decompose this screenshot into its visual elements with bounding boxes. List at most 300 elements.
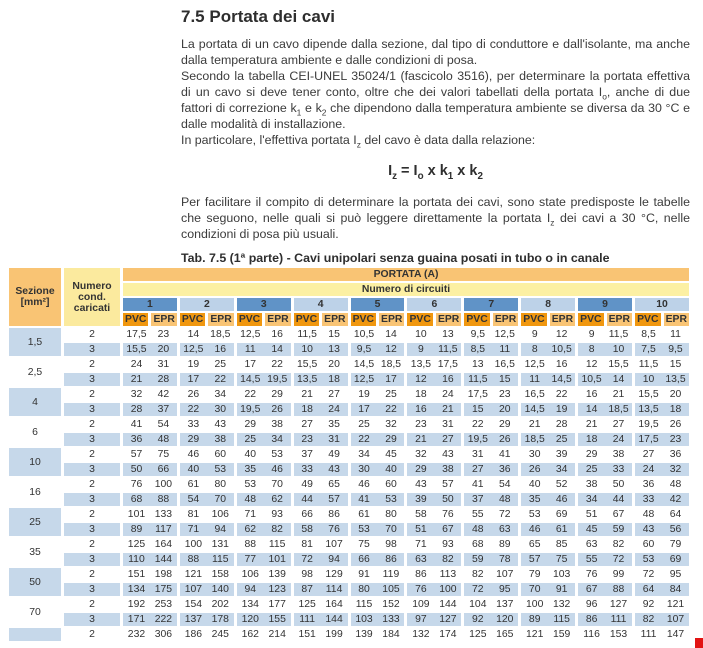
pvc-value: 81 [187, 509, 200, 520]
pvc-value: 11,5 [468, 374, 488, 385]
epr-value: 40 [385, 464, 397, 475]
pvc-value: 139 [355, 629, 373, 640]
pvc-value: 111 [299, 614, 316, 625]
value-cell-circuit-10 [635, 433, 689, 446]
value-cell-circuit-6 [407, 598, 461, 611]
pvc-value: 121 [184, 569, 203, 580]
epr-value: 44 [612, 494, 625, 505]
value-cell-circuit-1 [123, 328, 177, 341]
epr-value: 12 [555, 329, 568, 340]
value-cell-circuit-4 [294, 538, 348, 551]
epr-value: 63 [498, 524, 511, 535]
pvc-value: 24 [642, 464, 655, 475]
value-cell-circuit-2 [180, 358, 234, 371]
value-cell-circuit-7 [464, 358, 518, 371]
value-cell-circuit-4 [294, 448, 348, 461]
pvc-value: 72 [642, 569, 655, 580]
pvc-value: 28 [130, 404, 143, 415]
value-cell-circuit-7 [464, 568, 518, 581]
epr-value: 129 [325, 569, 343, 580]
epr-value: 29 [271, 389, 283, 400]
pvc-value: 25 [244, 434, 257, 445]
value-cell-circuit-7 [464, 418, 518, 431]
epr-value: 21 [442, 404, 454, 415]
value-cell-circuit-6 [407, 343, 461, 356]
table-row [9, 568, 689, 581]
epr-value: 16 [442, 374, 454, 385]
pvc-value: 15,5 [638, 389, 659, 400]
value-cell-circuit-8 [521, 343, 575, 356]
pvc-value: 76 [130, 479, 143, 490]
value-cell-circuit-5 [351, 568, 405, 581]
epr-value: 24 [328, 404, 340, 415]
epr-header-label: EPR [664, 313, 690, 326]
value-cell-circuit-10 [635, 463, 689, 476]
epr-value: 16,5 [494, 359, 515, 370]
epr-value: 177 [268, 599, 286, 610]
material-header-cell [635, 313, 689, 326]
value-cell-circuit-2 [180, 373, 234, 386]
pvc-value: 71 [415, 539, 427, 550]
value-cell-circuit-5 [351, 358, 405, 371]
epr-value: 93 [271, 509, 283, 520]
value-cell-circuit-7 [464, 523, 518, 536]
value-cell-circuit-3 [237, 628, 291, 641]
epr-value: 13,5 [665, 374, 686, 385]
material-header-cell [294, 313, 348, 326]
pvc-value: 9 [531, 329, 538, 340]
pvc-value: 60 [642, 539, 655, 550]
epr-value: 155 [268, 614, 286, 625]
epr-value: 123 [268, 584, 286, 595]
pvc-value: 14 [187, 329, 200, 340]
pvc-value: 19,5 [638, 419, 659, 430]
pvc-value: 57 [130, 449, 143, 460]
table-row [9, 508, 689, 521]
table-row [9, 628, 689, 641]
value-cell-circuit-10 [635, 553, 689, 566]
epr-value: 140 [211, 584, 229, 595]
pvc-value: 97 [415, 614, 427, 625]
epr-value: 31 [157, 359, 170, 370]
pvc-value: 186 [184, 629, 203, 640]
epr-value: 46 [271, 464, 283, 475]
epr-value: 41 [498, 449, 511, 460]
sezione-cell: 4 [9, 388, 61, 416]
pvc-value: 10 [415, 329, 427, 340]
epr-value: 133 [382, 614, 400, 625]
epr-value: 105 [382, 584, 400, 595]
pvc-value: 88 [187, 554, 200, 565]
value-cell-circuit-4 [294, 598, 348, 611]
epr-value: 253 [154, 599, 173, 610]
value-cell-circuit-9 [578, 538, 632, 551]
epr-value: 32 [385, 419, 397, 430]
table-row [9, 418, 689, 431]
pvc-value: 22 [358, 434, 370, 445]
value-cell-circuit-9 [578, 358, 632, 371]
cond-caricati-cell: 2 [89, 509, 95, 520]
pvc-value: 75 [358, 539, 370, 550]
value-cell-circuit-4 [294, 583, 348, 596]
value-cell-circuit-6 [407, 403, 461, 416]
value-cell-circuit-7 [464, 478, 518, 491]
value-cell-circuit-7 [464, 493, 518, 506]
value-cell-circuit-3 [237, 523, 291, 536]
pvc-value: 32 [415, 449, 427, 460]
epr-value: 165 [496, 629, 514, 640]
pvc-value: 17 [244, 359, 257, 370]
pvc-value: 51 [415, 524, 427, 535]
epr-value: 10,5 [551, 344, 572, 355]
value-cell-circuit-5 [351, 493, 405, 506]
epr-value: 65 [328, 479, 340, 490]
value-cell-circuit-8 [521, 403, 575, 416]
material-header-cell [578, 313, 632, 326]
epr-value: 75 [555, 554, 568, 565]
pvc-value: 21 [301, 389, 313, 400]
pvc-value: 65 [528, 539, 541, 550]
table-row [9, 358, 689, 371]
epr-value: 101 [268, 554, 286, 565]
epr-value: 76 [328, 524, 340, 535]
epr-header-label: EPR [607, 313, 632, 326]
epr-value: 28 [555, 419, 568, 430]
paragraph-intro: La portata di un cavo dipende dalla sezione, dal tipo di conduttore e dall'isolante, ma anche dalla temperatura ambiente e dalle condizioni di posa. [181, 37, 690, 67]
circuit-7-header: 7 [464, 298, 518, 311]
epr-value: 29 [385, 434, 397, 445]
pvc-value: 151 [298, 629, 316, 640]
pvc-value: 39 [415, 494, 427, 505]
value-cell-circuit-1 [123, 463, 177, 476]
pvc-header-label: PVC [521, 313, 546, 326]
epr-value: 34 [271, 434, 283, 445]
value-cell-circuit-4 [294, 403, 348, 416]
value-cell-circuit-7 [464, 448, 518, 461]
circuit-4-header: 4 [294, 298, 348, 311]
epr-value: 132 [552, 599, 571, 610]
value-cell-circuit-3 [237, 358, 291, 371]
epr-value: 115 [268, 539, 286, 550]
value-cell-circuit-7 [464, 553, 518, 566]
epr-value: 24 [442, 389, 454, 400]
pvc-value: 192 [127, 599, 146, 610]
material-header-cell [521, 313, 575, 326]
value-cell-circuit-8 [521, 463, 575, 476]
epr-value: 14 [271, 344, 283, 355]
epr-value: 34 [214, 389, 227, 400]
circuit-1-header: 1 [123, 298, 177, 311]
value-cell-circuit-9 [578, 508, 632, 521]
pvc-value: 110 [128, 554, 145, 565]
epr-value: 100 [439, 584, 457, 595]
pvc-value: 77 [244, 554, 257, 565]
value-cell-circuit-1 [123, 448, 177, 461]
value-cell-circuit-10 [635, 478, 689, 491]
pvc-value: 71 [187, 524, 200, 535]
pvc-value: 14,5 [240, 374, 261, 385]
pvc-value: 71 [244, 509, 257, 520]
pvc-value: 31 [472, 449, 484, 460]
cond-caricati-cell: 2 [89, 419, 95, 430]
pvc-value: 21 [528, 419, 541, 430]
epr-value: 42 [669, 494, 682, 505]
pvc-value: 53 [642, 554, 655, 565]
value-cell-circuit-2 [180, 508, 234, 521]
epr-value: 15 [328, 329, 340, 340]
portata-table [6, 266, 692, 643]
value-cell-circuit-7 [464, 628, 518, 641]
pvc-value: 92 [472, 614, 484, 625]
value-cell-circuit-5 [351, 463, 405, 476]
pvc-value: 26 [528, 464, 541, 475]
epr-value: 86 [385, 554, 397, 565]
epr-value: 175 [154, 584, 173, 595]
pvc-value: 232 [127, 629, 146, 640]
portata-formula: $I_z = I_o$ x $k_1$ x $k_2$ [388, 163, 483, 182]
pvc-value: 101 [127, 509, 146, 520]
value-cell-circuit-2 [180, 598, 234, 611]
table-row [9, 538, 689, 551]
value-cell-circuit-2 [180, 523, 234, 536]
epr-value: 164 [325, 599, 343, 610]
epr-value: 11,5 [438, 344, 458, 355]
pvc-value: 35 [528, 494, 541, 505]
epr-value: 56 [669, 524, 682, 535]
value-cell-circuit-4 [294, 463, 348, 476]
value-cell-circuit-3 [237, 538, 291, 551]
pvc-value: 10 [301, 344, 313, 355]
cond-caricati-cell: 2 [89, 599, 95, 610]
cond-caricati-cell: 3 [64, 343, 120, 356]
value-cell-circuit-9 [578, 433, 632, 446]
cond-caricati-cell: 3 [64, 493, 120, 506]
cond-caricati-cell: 2 [89, 569, 95, 580]
epr-value: 11 [499, 344, 511, 355]
value-cell-circuit-2 [180, 553, 234, 566]
value-cell-circuit-3 [237, 343, 291, 356]
pvc-value: 125 [469, 629, 487, 640]
epr-value: 115 [553, 614, 570, 625]
value-cell-circuit-8 [521, 433, 575, 446]
value-cell-circuit-8 [521, 598, 575, 611]
pvc-value: 132 [412, 629, 430, 640]
pvc-value: 86 [585, 614, 598, 625]
epr-value: 120 [496, 614, 514, 625]
value-cell-circuit-10 [635, 508, 689, 521]
value-cell-circuit-6 [407, 418, 461, 431]
epr-value: 20 [498, 404, 511, 415]
epr-value: 23 [498, 389, 511, 400]
epr-value: 50 [612, 479, 625, 490]
value-cell-circuit-3 [237, 418, 291, 431]
pvc-value: 36 [642, 479, 655, 490]
sezione-cell: 70 [9, 598, 61, 626]
pvc-value: 86 [415, 569, 427, 580]
value-cell-circuit-7 [464, 388, 518, 401]
value-cell-circuit-2 [180, 613, 234, 626]
value-cell-circuit-5 [351, 628, 405, 641]
epr-value: 214 [268, 629, 286, 640]
value-cell-circuit-3 [237, 583, 291, 596]
pvc-value: 18 [301, 404, 313, 415]
epr-value: 86 [328, 509, 340, 520]
epr-value: 88 [157, 494, 170, 505]
pvc-value: 76 [415, 584, 427, 595]
pvc-value: 66 [301, 509, 313, 520]
pvc-value: 12,5 [353, 374, 375, 385]
pvc-value: 46 [358, 479, 370, 490]
value-cell-circuit-10 [635, 358, 689, 371]
value-cell-circuit-5 [351, 508, 405, 521]
epr-value: 107 [666, 614, 685, 625]
cond-caricati-cell: 2 [89, 629, 95, 640]
epr-header-label: EPR [550, 313, 575, 326]
pvc-value: 76 [585, 569, 598, 580]
epr-value: 80 [385, 509, 397, 520]
epr-value: 133 [154, 509, 173, 520]
pvc-value: 100 [184, 539, 203, 550]
epr-value: 139 [268, 569, 286, 580]
epr-value: 100 [154, 479, 173, 490]
pvc-value: 8,5 [641, 329, 656, 340]
value-cell-circuit-1 [123, 373, 177, 386]
pvc-value: 96 [585, 599, 598, 610]
epr-value: 20 [328, 359, 340, 370]
pvc-value: 21 [585, 419, 598, 430]
table-row [9, 328, 689, 341]
epr-value: 36 [669, 449, 682, 460]
value-cell-circuit-4 [294, 628, 348, 641]
epr-value: 147 [666, 629, 685, 640]
pvc-value: 25 [358, 419, 370, 430]
epr-value: 131 [211, 539, 229, 550]
table-row [9, 553, 689, 566]
value-cell-circuit-3 [237, 553, 291, 566]
value-cell-circuit-1 [123, 568, 177, 581]
pvc-value: 13,5 [410, 359, 432, 370]
epr-value: 107 [325, 539, 343, 550]
value-cell-circuit-7 [464, 463, 518, 476]
value-cell-circuit-4 [294, 478, 348, 491]
table-row [9, 463, 689, 476]
value-cell-circuit-2 [180, 493, 234, 506]
pvc-value: 23 [415, 419, 427, 430]
pvc-value: 37 [301, 449, 313, 460]
pvc-value: 34 [585, 494, 598, 505]
epr-value: 30 [214, 404, 227, 415]
value-cell-circuit-3 [237, 493, 291, 506]
pvc-value: 88 [244, 539, 257, 550]
value-cell-circuit-8 [521, 583, 575, 596]
pvc-value: 33 [642, 494, 655, 505]
value-cell-circuit-9 [578, 598, 632, 611]
value-cell-circuit-9 [578, 373, 632, 386]
epr-value: 113 [439, 569, 457, 580]
pvc-value: 40 [187, 464, 200, 475]
value-cell-circuit-10 [635, 448, 689, 461]
value-cell-circuit-5 [351, 538, 405, 551]
epr-value: 127 [609, 599, 628, 610]
epr-value: 103 [552, 569, 571, 580]
cond-caricati-cell: 2 [89, 389, 95, 400]
epr-value: 10 [612, 344, 625, 355]
epr-value: 21 [612, 389, 625, 400]
pvc-header-label: PVC [635, 313, 661, 326]
sezione-cell: 2,5 [9, 358, 61, 386]
epr-value: 43 [442, 449, 454, 460]
value-cell-circuit-6 [407, 583, 461, 596]
material-header-cell [464, 313, 518, 326]
value-cell-circuit-1 [123, 358, 177, 371]
epr-value: 61 [555, 524, 568, 535]
value-cell-circuit-4 [294, 373, 348, 386]
cond-caricati-cell: 3 [64, 373, 120, 386]
material-header-cell [237, 313, 291, 326]
epr-value: 107 [496, 569, 514, 580]
paragraph-tabelle: Per facilitare il compito di determinare la portata dei cavi, sono state predisposte le tabelle che seguono, nelle quali si può leggere direttamente la portata $I_z$ dei cavi a 30 °C, nelle condizioni di posa più usuali. [181, 195, 690, 241]
value-cell-circuit-5 [351, 448, 405, 461]
epr-value: 69 [555, 509, 568, 520]
epr-value: 27 [328, 389, 340, 400]
sezione-cell: 1,5 [9, 328, 61, 356]
pvc-value: 43 [415, 479, 427, 490]
section-title: 7.5 Portata dei cavi [181, 7, 336, 26]
value-cell-circuit-10 [635, 418, 689, 431]
paragraph-relazione: In particolare, l'effettiva portata $I_z$ del cavo è data dalla relazione: [181, 133, 536, 150]
pvc-value: 70 [528, 584, 541, 595]
epr-value: 38 [442, 464, 454, 475]
value-cell-circuit-7 [464, 613, 518, 626]
pvc-value: 79 [528, 569, 541, 580]
value-cell-circuit-8 [521, 568, 575, 581]
cond-caricati-cell: 3 [64, 613, 120, 626]
pvc-header-label: PVC [464, 313, 489, 326]
value-cell-circuit-1 [123, 493, 177, 506]
pvc-value: 51 [585, 509, 598, 520]
pvc-value: 54 [187, 494, 200, 505]
pvc-value: 80 [358, 584, 370, 595]
epr-header-label: EPR [265, 313, 290, 326]
value-cell-circuit-6 [407, 538, 461, 551]
epr-value: 202 [211, 599, 229, 610]
epr-value: 106 [211, 509, 229, 520]
epr-value: 95 [669, 569, 682, 580]
epr-value: 93 [442, 539, 454, 550]
value-cell-circuit-2 [180, 538, 234, 551]
cond-caricati-cell: 3 [64, 433, 120, 446]
epr-value: 15 [498, 374, 511, 385]
epr-value: 48 [669, 479, 682, 490]
pvc-value: 111 [640, 629, 657, 640]
epr-value: 31 [328, 434, 340, 445]
value-cell-circuit-3 [237, 373, 291, 386]
value-cell-circuit-5 [351, 553, 405, 566]
pvc-value: 8 [588, 344, 595, 355]
value-cell-circuit-6 [407, 388, 461, 401]
epr-value: 13 [328, 344, 340, 355]
value-cell-circuit-4 [294, 343, 348, 356]
pvc-value: 9,5 [470, 329, 486, 340]
value-cell-circuit-2 [180, 343, 234, 356]
table-row [9, 493, 689, 506]
epr-value: 95 [498, 584, 511, 595]
epr-value: 306 [154, 629, 173, 640]
epr-value: 12 [385, 344, 397, 355]
epr-header-label: EPR [151, 313, 176, 326]
epr-value: 70 [271, 479, 283, 490]
value-cell-circuit-8 [521, 388, 575, 401]
